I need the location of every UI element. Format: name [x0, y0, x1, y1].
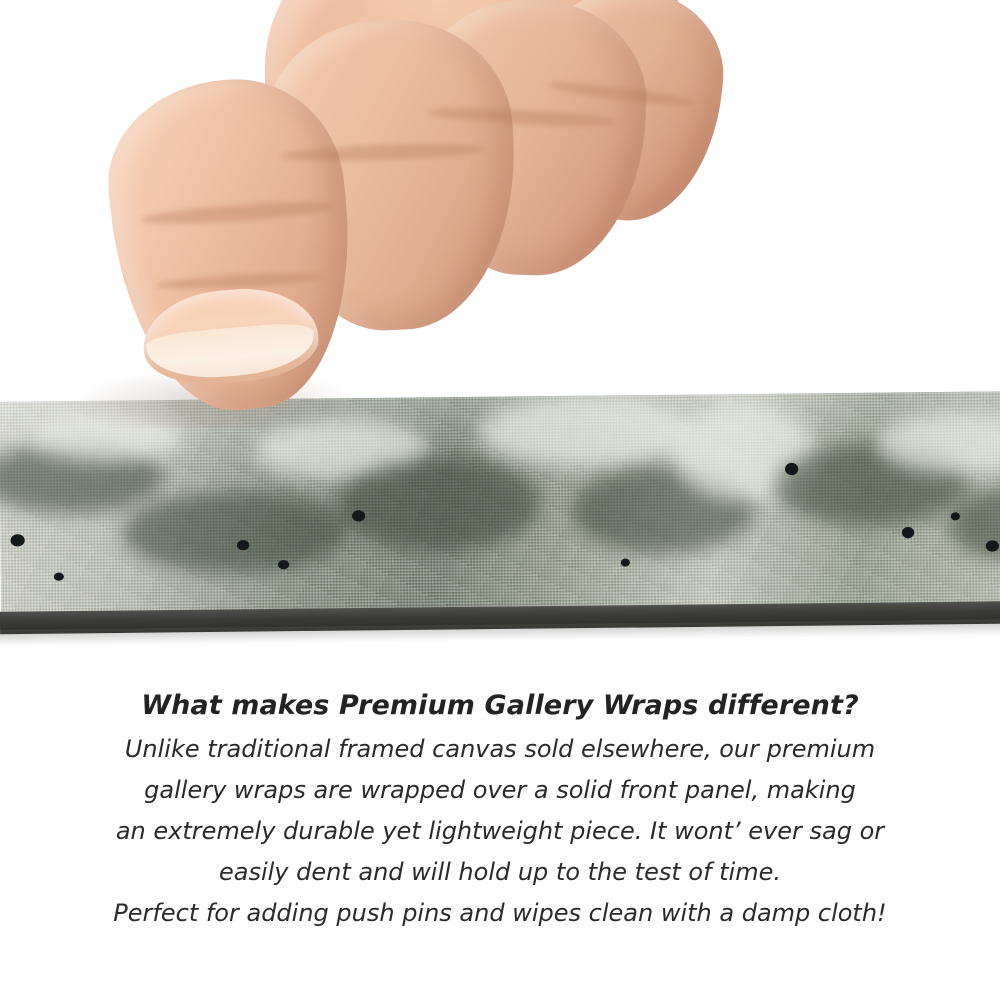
- caption-line: easily dent and will hold up to the test of time.: [218, 858, 781, 886]
- hand-illustration: [95, 0, 715, 430]
- texture-speck: [902, 527, 914, 538]
- texture-speck: [237, 540, 249, 550]
- texture-speck: [10, 534, 24, 546]
- caption-heading: What makes Premium Gallery Wraps different?: [141, 690, 859, 721]
- texture-speck: [951, 512, 960, 520]
- texture-blob: [478, 395, 693, 469]
- texture-blob: [336, 457, 541, 551]
- texture-speck: [621, 558, 630, 566]
- caption-line: gallery wraps are wrapped over a solid front panel, making: [144, 776, 856, 804]
- texture-speck: [785, 463, 798, 475]
- texture-speck: [54, 573, 64, 581]
- caption-block: [0, 690, 1000, 934]
- caption-line: Perfect for adding push pins and wipes clean with a damp cloth!: [113, 899, 887, 927]
- caption-line: an extremely durable yet lightweight piece. It wont’ ever sag or: [115, 817, 885, 845]
- caption-line: Unlike traditional framed canvas sold elsewhere, our premium: [124, 735, 876, 763]
- texture-blob: [122, 490, 347, 574]
- texture-speck: [278, 560, 289, 569]
- texture-speck: [352, 510, 365, 521]
- texture-speck: [986, 540, 999, 551]
